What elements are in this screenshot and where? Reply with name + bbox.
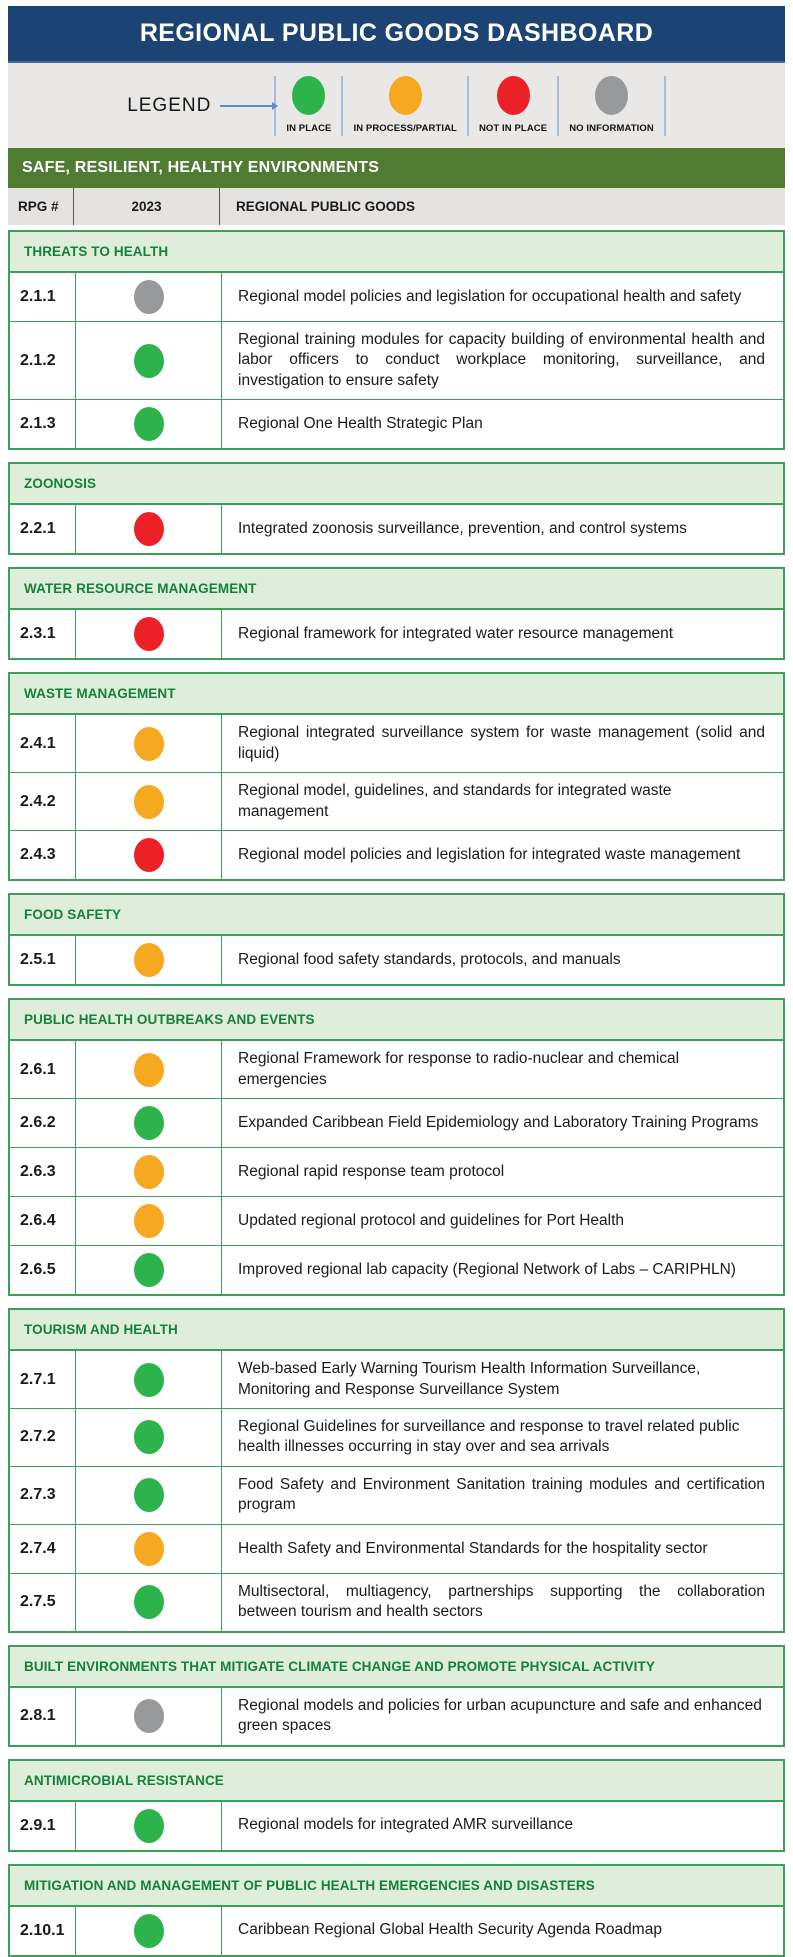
rpg-status-cell (76, 1041, 222, 1098)
status-indicator-in_place-icon (134, 344, 164, 378)
rpg-row (10, 1351, 783, 1408)
rpg-id-cell (10, 1099, 76, 1147)
status-indicator-in_process-icon (134, 727, 164, 761)
section-title: ZOONOSIS (24, 476, 97, 492)
legend-item-label: NOT IN PLACE (478, 122, 548, 134)
rpg-id: 2.6.1 (20, 1060, 56, 1078)
rpg-text-cell (222, 831, 783, 879)
status-indicator-no_information-icon (134, 280, 164, 314)
rpg-id: 2.7.1 (20, 1370, 56, 1388)
rpg-text: Regional models for integrated AMR surveillance (238, 1816, 574, 1834)
rpg-text-cell (222, 936, 783, 984)
legend-item (276, 76, 341, 136)
legend-items (274, 76, 665, 136)
rpg-text-cell (222, 1197, 783, 1245)
rpg-id-cell (10, 715, 76, 772)
section-header (10, 1310, 783, 1351)
section-title: PUBLIC HEALTH OUTBREAKS AND EVENTS (24, 1012, 315, 1028)
column-header-year: 2023 (74, 188, 220, 225)
rpg-text: Updated regional protocol and guidelines for Port Health (238, 1211, 625, 1229)
rpg-row (10, 1041, 783, 1098)
rpg-text: Regional rapid response team protocol (238, 1162, 505, 1180)
status-circle-not_in_place-icon (497, 76, 530, 115)
rpg-text: Health Safety and Environmental Standards for the hospitality sector (238, 1539, 708, 1557)
rpg-text-cell (222, 1907, 783, 1955)
rpg-id-cell (10, 610, 76, 658)
rpg-text-cell (222, 505, 783, 553)
rpg-id: 2.7.3 (20, 1486, 56, 1504)
rpg-id: 2.4.3 (20, 846, 56, 864)
rpg-id: 2.3.1 (20, 625, 56, 643)
rpg-id-cell (10, 1148, 76, 1196)
rpg-text: Regional Framework for response to radio-nuclear and chemical emergencies (238, 1050, 680, 1088)
status-indicator-in_place-icon (134, 407, 164, 441)
rpg-row (10, 505, 783, 553)
section-title: FOOD SAFETY (24, 907, 122, 923)
title-bar (8, 6, 785, 63)
section (8, 1759, 785, 1852)
rpg-id: 2.6.5 (20, 1261, 56, 1279)
rpg-row (10, 1573, 783, 1631)
rpg-status-cell (76, 610, 222, 658)
rpg-row (10, 772, 783, 830)
rpg-id: 2.6.4 (20, 1212, 56, 1230)
rpg-status-cell (76, 322, 222, 399)
status-indicator-in_place-icon (134, 1809, 164, 1843)
rpg-row (10, 1688, 783, 1745)
rpg-text-cell (222, 1351, 783, 1408)
rpg-id: 2.9.1 (20, 1816, 56, 1834)
rpg-id-cell (10, 1197, 76, 1245)
rpg-id-cell (10, 831, 76, 879)
section (8, 893, 785, 986)
rpg-text-cell (222, 1574, 783, 1631)
rpg-text-cell (222, 1467, 783, 1524)
rpg-text-cell (222, 715, 783, 772)
rpg-status-cell (76, 1409, 222, 1466)
section-title: THREATS TO HEALTH (24, 244, 169, 259)
section-header (10, 1647, 783, 1688)
rpg-id-cell (10, 773, 76, 830)
section-header (10, 674, 783, 715)
rpg-row (10, 1147, 783, 1196)
rpg-id-cell (10, 273, 76, 321)
section (8, 672, 785, 881)
rpg-text-cell (222, 1525, 783, 1573)
rpg-id-cell (10, 1467, 76, 1524)
section-header (10, 1866, 783, 1907)
status-indicator-in_place-icon (134, 1478, 164, 1512)
section-header (10, 569, 783, 610)
rpg-text: Regional model policies and legislation for integrated waste management (238, 845, 741, 863)
legend-item-label: IN PROCESS/PARTIAL (353, 122, 457, 134)
rpg-status-cell (76, 773, 222, 830)
status-indicator-in_place-icon (134, 1420, 164, 1454)
rpg-text-cell (222, 273, 783, 321)
rpg-id-cell (10, 400, 76, 448)
section-title: ANTIMICROBIAL RESISTANCE (24, 1772, 224, 1788)
rpg-text: Expanded Caribbean Field Epidemiology and Laboratory Training Programs (238, 1113, 759, 1131)
rpg-text-cell (222, 1409, 783, 1466)
rpg-row (10, 1408, 783, 1466)
rpg-status-cell (76, 715, 222, 772)
rpg-id: 2.1.2 (20, 351, 56, 369)
rpg-row (10, 273, 783, 321)
rpg-id-cell (10, 1907, 76, 1955)
rpg-text: Regional model policies and legislation for occupational health and safety (238, 287, 742, 305)
rpg-id-cell (10, 1574, 76, 1631)
status-indicator-not_in_place-icon (134, 512, 164, 546)
section-header (10, 232, 783, 273)
rpg-text: Regional One Health Strategic Plan (238, 415, 483, 433)
section (8, 1864, 785, 1957)
rpg-text: Regional Guidelines for surveillance and response to travel related public health illnesses occurring in stay over and sea arrivals (238, 1417, 740, 1456)
status-indicator-no_information-icon (134, 1699, 164, 1733)
rpg-status-cell (76, 1525, 222, 1573)
rpg-status-cell (76, 831, 222, 879)
rpg-text: Caribbean Regional Global Health Security Agenda Roadmap (238, 1921, 662, 1939)
rpg-id: 2.6.3 (20, 1163, 56, 1181)
rpg-status-cell (76, 1197, 222, 1245)
section (8, 1645, 785, 1747)
rpg-id: 2.5.1 (20, 951, 56, 969)
rpg-status-cell (76, 400, 222, 448)
status-indicator-in_process-icon (134, 1532, 164, 1566)
status-circle-in_process-icon (389, 76, 422, 115)
rpg-row (10, 1466, 783, 1524)
rpg-text-cell (222, 1802, 783, 1850)
legend-item-label: NO INFORMATION (569, 122, 654, 134)
rpg-row (10, 1196, 783, 1245)
rpg-id-cell (10, 505, 76, 553)
status-indicator-in_process-icon (134, 785, 164, 819)
section-header (10, 464, 783, 505)
legend-item-label: IN PLACE (286, 122, 332, 134)
rpg-text: Multisectoral, multiagency, partnerships supporting the collaboration between tourism and health sectors (238, 1582, 765, 1621)
rpg-status-cell (76, 1148, 222, 1196)
section (8, 1308, 785, 1633)
rpg-id: 2.10.1 (20, 1921, 65, 1939)
legend-item (559, 76, 664, 136)
rpg-row (10, 715, 783, 772)
rpg-text-cell (222, 1099, 783, 1147)
rpg-text-cell (222, 1041, 783, 1098)
rpg-status-cell (76, 1351, 222, 1408)
rpg-row (10, 1098, 783, 1147)
section-title: WASTE MANAGEMENT (24, 686, 176, 702)
section-title: TOURISM AND HEALTH (24, 1322, 178, 1338)
rpg-id-cell (10, 322, 76, 399)
rpg-text: Regional model, guidelines, and standards for integrated waste management (238, 782, 672, 820)
rpg-status-cell (76, 1907, 222, 1955)
column-header-rpg: RPG # (8, 188, 74, 225)
rpg-id: 2.4.1 (20, 734, 56, 752)
status-indicator-in_process-icon (134, 1204, 164, 1238)
rpg-id: 2.7.5 (20, 1593, 56, 1611)
section-header (10, 1761, 783, 1802)
rpg-row (10, 936, 783, 984)
status-circle-no_information-icon (595, 76, 628, 115)
legend (8, 63, 785, 148)
rpg-text-cell (222, 1246, 783, 1294)
legend-separator (664, 76, 666, 136)
page-title: REGIONAL PUBLIC GOODS DASHBOARD (139, 19, 654, 47)
rpg-status-cell (76, 1802, 222, 1850)
rpg-text: Improved regional lab capacity (Regional Network of Labs – CARIPHLN) (238, 1260, 736, 1278)
rpg-id-cell (10, 1246, 76, 1294)
rpg-row (10, 1802, 783, 1850)
rpg-text-cell (222, 1688, 783, 1745)
rpg-status-cell (76, 505, 222, 553)
table-header-row (8, 188, 785, 225)
rpg-text-cell (222, 773, 783, 830)
legend-arrow-icon (220, 105, 272, 107)
rpg-id: 2.6.2 (20, 1114, 56, 1132)
legend-item (469, 76, 557, 136)
rpg-status-cell (76, 936, 222, 984)
status-indicator-in_process-icon (134, 1155, 164, 1189)
section (8, 230, 785, 450)
rpg-id: 2.1.3 (20, 415, 56, 433)
rpg-status-cell (76, 1467, 222, 1524)
status-indicator-in_place-icon (134, 1363, 164, 1397)
status-indicator-in_place-icon (134, 1585, 164, 1619)
rpg-text: Regional food safety standards, protocols, and manuals (238, 950, 621, 968)
category-banner (8, 148, 785, 188)
rpg-status-cell (76, 1246, 222, 1294)
section-title: WATER RESOURCE MANAGEMENT (24, 581, 257, 597)
rpg-id-cell (10, 1351, 76, 1408)
status-indicator-not_in_place-icon (134, 838, 164, 872)
rpg-row (10, 1907, 783, 1955)
rpg-row (10, 399, 783, 448)
section (8, 998, 785, 1296)
rpg-row (10, 830, 783, 879)
rpg-status-cell (76, 1099, 222, 1147)
rpg-id: 2.7.4 (20, 1539, 56, 1557)
rpg-id-cell (10, 1525, 76, 1573)
rpg-text: Integrated zoonosis surveillance, prevention, and control systems (238, 520, 687, 538)
rpg-text: Regional models and policies for urban acupuncture and safe and enhanced green spaces (238, 1696, 762, 1735)
section-title: BUILT ENVIRONMENTS THAT MITIGATE CLIMATE CHANGE AND PROMOTE PHYSICAL ACTIVITY (24, 1658, 655, 1674)
rpg-text: Food Safety and Environment Sanitation training modules and certification program (238, 1475, 765, 1514)
rpg-text: Regional training modules for capacity building of environmental health and labor officers to conduct workplace monitoring, surveillance, and investigation to ensure safety (238, 331, 765, 389)
section-title: MITIGATION AND MANAGEMENT OF PUBLIC HEALTH EMERGENCIES AND DISASTERS (24, 1877, 595, 1893)
rpg-text-cell (222, 1148, 783, 1196)
rpg-text: Web-based Early Warning Tourism Health Information Surveillance, Monitoring and Response Surveillance System (238, 1360, 701, 1398)
category-banner-label: SAFE, RESILIENT, HEALTHY ENVIRONMENTS (22, 159, 380, 176)
rpg-row (10, 1245, 783, 1294)
rpg-text: Regional framework for integrated water resource management (238, 625, 674, 643)
rpg-id: 2.8.1 (20, 1707, 56, 1725)
rpg-text-cell (222, 610, 783, 658)
section-header (10, 895, 783, 936)
rpg-id-cell (10, 1802, 76, 1850)
sections (8, 230, 785, 1957)
rpg-id: 2.4.2 (20, 792, 56, 810)
status-indicator-in_place-icon (134, 1253, 164, 1287)
rpg-id-cell (10, 936, 76, 984)
legend-label: LEGEND (127, 94, 212, 116)
rpg-status-cell (76, 1688, 222, 1745)
status-indicator-in_process-icon (134, 1053, 164, 1087)
rpg-id-cell (10, 1041, 76, 1098)
rpg-row (10, 321, 783, 399)
rpg-row (10, 610, 783, 658)
status-circle-in_place-icon (292, 76, 325, 115)
rpg-status-cell (76, 273, 222, 321)
rpg-text-cell (222, 322, 783, 399)
rpg-id: 2.7.2 (20, 1428, 56, 1446)
status-indicator-in_place-icon (134, 1106, 164, 1140)
status-indicator-in_process-icon (134, 943, 164, 977)
legend-item (343, 76, 467, 136)
rpg-row (10, 1524, 783, 1573)
rpg-id: 2.1.1 (20, 288, 56, 305)
section (8, 462, 785, 555)
section (8, 567, 785, 660)
rpg-id: 2.2.1 (20, 520, 56, 538)
rpg-text: Regional integrated surveillance system for waste management (solid and liquid) (238, 724, 765, 762)
rpg-status-cell (76, 1574, 222, 1631)
rpg-id-cell (10, 1688, 76, 1745)
section-header (10, 1000, 783, 1041)
column-header-goods: REGIONAL PUBLIC GOODS (236, 199, 416, 214)
rpg-id-cell (10, 1409, 76, 1466)
status-indicator-not_in_place-icon (134, 617, 164, 651)
rpg-text-cell (222, 400, 783, 448)
